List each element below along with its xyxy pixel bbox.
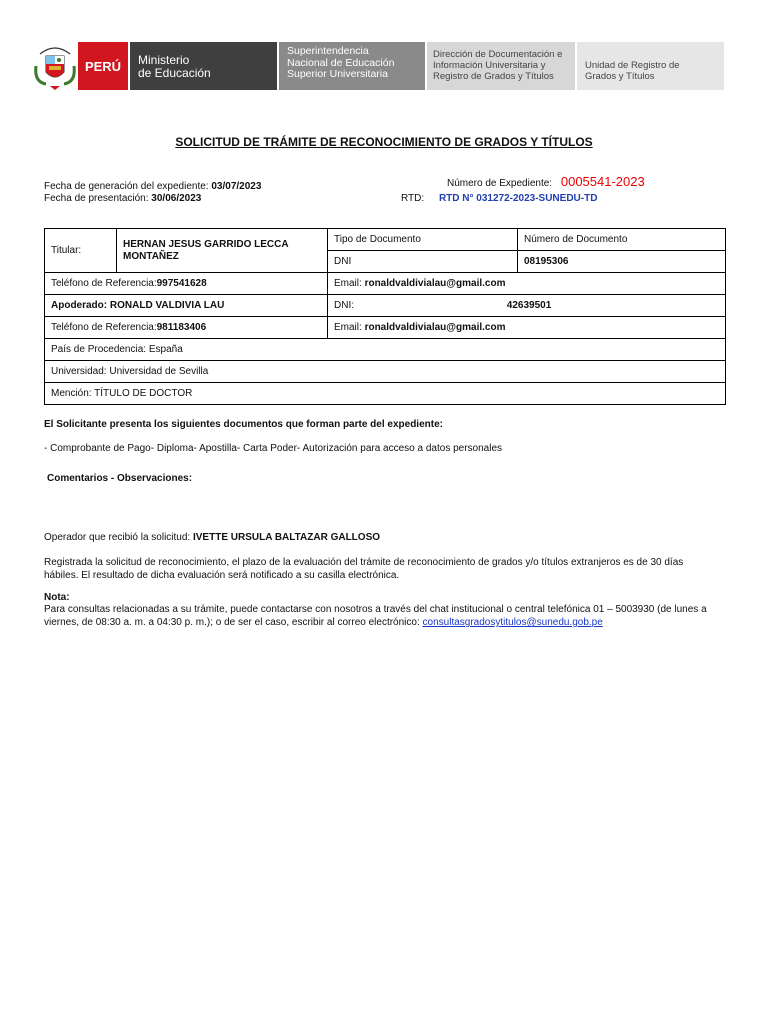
- email-titular-value: ronaldvaldivialau@gmail.com: [364, 278, 506, 289]
- urgt-line-1: Unidad de Registro de: [585, 60, 680, 71]
- fecha-presentacion: [44, 193, 201, 204]
- telefono-apoderado-value: 981183406: [156, 322, 207, 333]
- operador-label: Operador que recibió la solicitud:: [44, 532, 191, 543]
- ministerio-educacion-label: [130, 42, 277, 90]
- dni-apoderado-cell: [328, 295, 726, 317]
- expediente-number: 0005541-2023: [560, 174, 645, 189]
- docs-list: - Comprobante de Pago- Diploma- Apostilla- Carta Poder- Autorización para acceso a datos personales: [44, 443, 503, 454]
- ddiu-line-3: Registro de Grados y Títulos: [433, 71, 554, 82]
- peru-coat-of-arms-logo: [34, 44, 76, 90]
- num-doc-value: 08195306: [518, 251, 726, 273]
- table-row: [45, 339, 726, 361]
- fecha-presentacion-value: 30/06/2023: [151, 193, 202, 204]
- fecha-generacion: [44, 181, 261, 192]
- expediente: [447, 174, 645, 189]
- table-row: [45, 273, 726, 295]
- telefono-label: Teléfono de Referencia:: [51, 278, 157, 289]
- solicitante-table: [44, 228, 726, 405]
- pais-procedencia: País de Procedencia: España: [45, 339, 726, 361]
- docs-heading: El Solicitante presenta los siguientes documentos que forman parte del expediente:: [44, 419, 443, 430]
- sunedu-line-2: Nacional de Educación: [287, 56, 395, 69]
- titular-label: Titular:: [45, 229, 117, 273]
- rtd-value: RTD N° 031272-2023-SUNEDU-TD: [438, 193, 598, 204]
- email-apoderado-value: ronaldvaldivialau@gmail.com: [364, 322, 506, 333]
- telefono-titular-cell: [45, 273, 328, 295]
- telefono-label: Teléfono de Referencia:: [51, 322, 157, 333]
- apoderado-cell: [45, 295, 328, 317]
- mencion: Mención: TÍTULO DE DOCTOR: [45, 383, 726, 405]
- tipo-doc-value: DNI: [328, 251, 518, 273]
- table-row: [45, 317, 726, 339]
- table-row: [45, 383, 726, 405]
- nota-label: Nota:: [44, 592, 70, 603]
- nota-text: [44, 603, 709, 629]
- operador: [44, 531, 380, 544]
- nota-email-link[interactable]: consultasgradosytitulos@sunedu.gob.pe: [422, 617, 603, 628]
- telefono-titular-value: 997541628: [156, 278, 207, 289]
- sunedu-line-1: Superintendencia: [287, 45, 369, 57]
- dni-label: DNI:: [334, 300, 354, 311]
- peru-label: PERÚ: [78, 42, 128, 90]
- urgt-label: [577, 42, 724, 90]
- rtd-label: RTD:: [401, 193, 425, 204]
- ddiu-line-2: Información Universitaria y: [433, 60, 546, 71]
- ministerio-line-1: Ministerio: [138, 53, 190, 67]
- dni-apoderado-value: 42639501: [506, 300, 552, 311]
- nota-body: Para consultas relacionadas a su trámite, puede contactarse con nosotros a través del chat institucional o central telefónica 01 – 5003930 (de lunes a viernes, de 08:30 a. m. a 04:30 p. m.); o de ser el caso, escribir al correo electrónico:: [44, 604, 707, 628]
- document-title: SOLICITUD DE TRÁMITE DE RECONOCIMIENTO DE GRADOS Y TÍTULOS: [175, 135, 593, 149]
- apoderado-value: RONALD VALDIVIA LAU: [109, 300, 225, 311]
- ministerio-line-2: de Educación: [138, 66, 211, 80]
- ddiu-line-1: Dirección de Documentación e: [433, 49, 563, 60]
- fecha-presentacion-label: Fecha de presentación:: [44, 193, 149, 204]
- comments-heading: Comentarios - Observaciones:: [47, 473, 193, 484]
- fecha-generacion-label: Fecha de generación del expediente:: [44, 181, 209, 192]
- sunedu-line-3: Superior Universitaria: [287, 68, 388, 80]
- table-row: [45, 229, 726, 251]
- email-titular-cell: [328, 273, 726, 295]
- table-row: [45, 361, 726, 383]
- titular-name: HERNAN JESUS GARRIDO LECCA MONTAÑEZ: [117, 229, 328, 273]
- universidad: Universidad: Universidad de Sevilla: [45, 361, 726, 383]
- ddiu-label: [427, 42, 575, 90]
- expediente-label: Número de Expediente:: [447, 178, 553, 189]
- email-apoderado-cell: [328, 317, 726, 339]
- apoderado-label: Apoderado:: [51, 300, 108, 311]
- fecha-generacion-value: 03/07/2023: [211, 181, 262, 192]
- registro-text: Registrada la solicitud de reconocimiento, el plazo de la evaluación del trámite de reconocimiento de grados y/o títulos extranjeros es de 30 días hábiles. El resultado de dicha evaluación será notificado a su casilla electrónica.: [44, 557, 684, 581]
- email-label: Email:: [334, 322, 362, 333]
- sunedu-label: [279, 42, 425, 90]
- rtd: [401, 193, 597, 204]
- telefono-apoderado-cell: [45, 317, 328, 339]
- operador-value: IVETTE URSULA BALTAZAR GALLOSO: [192, 532, 381, 543]
- tipo-doc-header: Tipo de Documento: [328, 229, 518, 251]
- table-row: [45, 295, 726, 317]
- urgt-line-2: Grados y Títulos: [585, 71, 655, 82]
- num-doc-header: Número de Documento: [518, 229, 726, 251]
- email-label: Email:: [334, 278, 362, 289]
